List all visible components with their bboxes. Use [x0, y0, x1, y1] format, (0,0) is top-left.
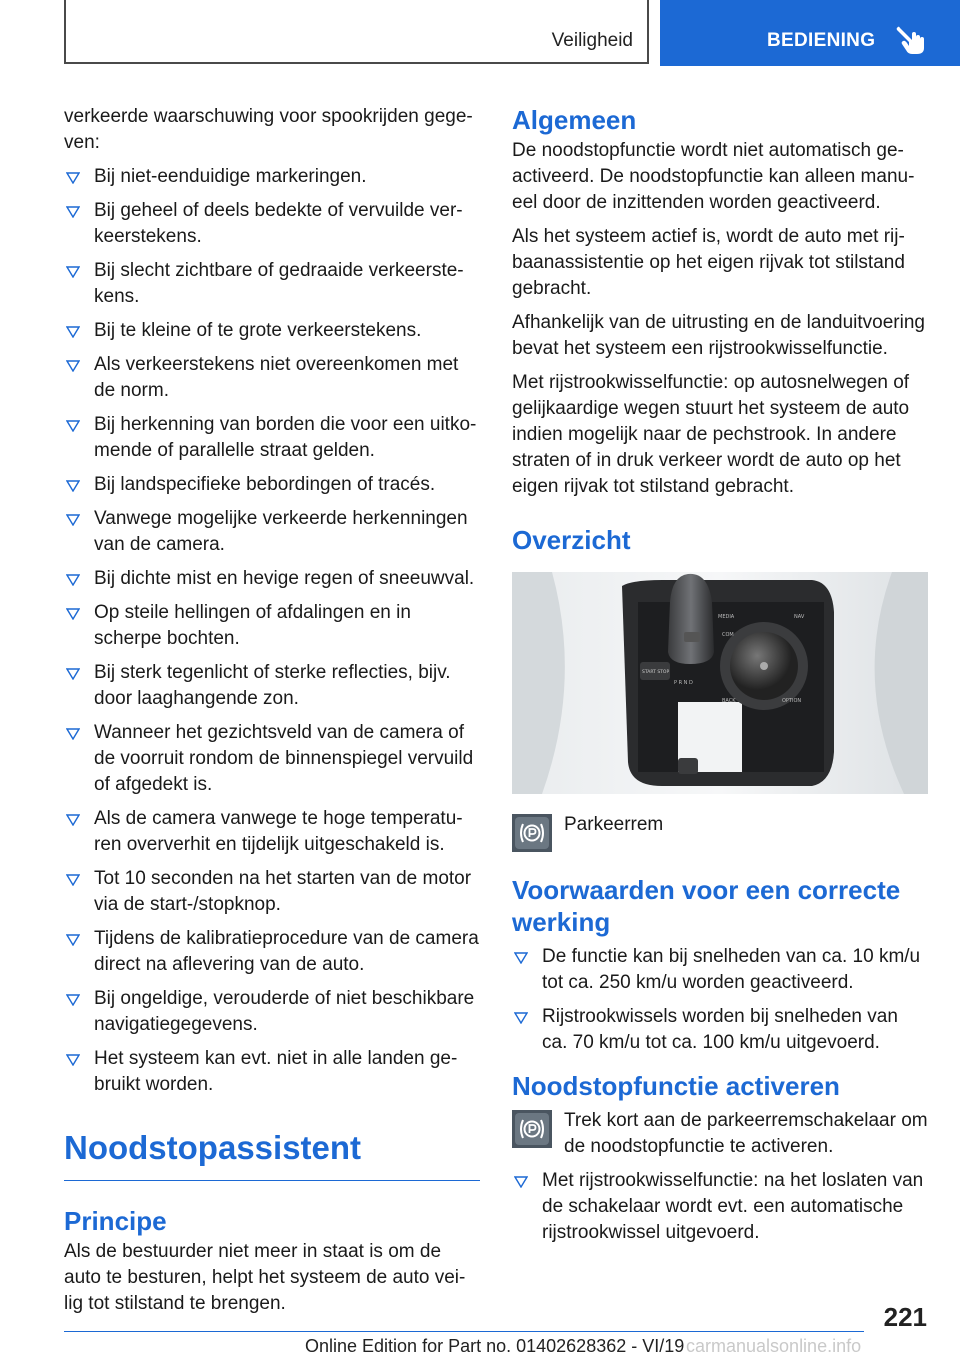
photo-label-media: MEDIA — [718, 614, 735, 620]
overzicht-heading: Overzicht — [512, 525, 631, 555]
list-item-text: Tijdens de kalibratieprocedure van de camera direct na aflevering van de auto. — [94, 928, 479, 975]
photo-label-gear: P R N D — [674, 680, 693, 686]
parkeerrem-legend — [512, 812, 928, 852]
photo-label-back: BACK — [722, 698, 736, 704]
list-item — [64, 720, 480, 798]
list-item — [64, 926, 480, 978]
photo-label-com: COM — [722, 632, 734, 638]
photo-label-option: OPTION — [782, 698, 802, 704]
left-column — [64, 104, 480, 1325]
list-item — [64, 806, 480, 858]
list-item — [64, 258, 480, 310]
list-item — [64, 198, 480, 250]
list-item — [64, 412, 480, 464]
list-item-text: Bij sterk tegenlicht of sterke reflecties, bijv. door laaghangende zon. — [94, 662, 451, 709]
intro-text: verkeerde waarschuwing voor spookrijden gege-ven: — [64, 106, 473, 153]
list-item — [512, 1004, 928, 1056]
footer-edition: Online Edition for Part no. 01402628362 - VI/19 — [305, 1336, 685, 1356]
bullet-triangle-icon — [66, 420, 80, 432]
list-item — [512, 944, 928, 996]
bullet-triangle-icon — [66, 266, 80, 278]
list-item-text: Bij niet-eenduidige markeringen. — [94, 166, 367, 187]
activeren-heading: Noodstopfunctie activeren — [512, 1071, 840, 1101]
parkeerrem-label: Parkeerrem — [564, 814, 664, 835]
list-item — [64, 1046, 480, 1098]
parking-brake-icon — [512, 1110, 552, 1148]
list-item-text: Tot 10 seconden na het starten van de motor via de start-/stopknop. — [94, 868, 472, 915]
bullet-triangle-icon — [66, 172, 80, 184]
header-section-title: Veiligheid — [551, 30, 633, 51]
bullet-triangle-icon — [66, 728, 80, 740]
algemeen-paragraph: Met rijstrookwisselfunctie: op autosnelwegen of gelijkaardige wegen stuurt het systeem de auto indien mogelijk naar de pechstrook. In andere straten of in druk verkeer wordt de auto op het eigen rijvak tot stilstand gebracht. — [512, 372, 910, 497]
activeren-list — [512, 1168, 928, 1246]
section-title-noodstopassistent: Noodstopassistent — [64, 1128, 480, 1181]
list-item-text: Bij landspecifieke bebordingen of tracés. — [94, 474, 436, 495]
list-item-text: Wanneer het gezichtsveld van de camera of de voorruit rondom de binnenspiegel vervuild of afgedekt is. — [94, 722, 474, 795]
list-item-text: Rijstrookwissels worden bij snelheden van ca. 70 km/u tot ca. 100 km/u uitgevoerd. — [542, 1006, 898, 1053]
parking-brake-icon — [512, 814, 552, 852]
bullet-triangle-icon — [66, 514, 80, 526]
bullet-triangle-icon — [66, 326, 80, 338]
list-item-text: De functie kan bij snelheden van ca. 10 km/u tot ca. 250 km/u worden geactiveerd. — [542, 946, 921, 993]
principe-text: Als de bestuurder niet meer in staat is om de auto te besturen, helpt het systeem de auto vei-lig tot stilstand te brengen. — [64, 1241, 466, 1314]
bullet-triangle-icon — [66, 574, 80, 586]
header-chapter-label: BEDIENING — [767, 30, 876, 51]
page-number: 221 — [883, 1302, 927, 1332]
voorwaarden-heading: Voorwaarden voor een correcte werking — [512, 875, 901, 937]
list-item-text: Bij ongeldige, verouderde of niet beschikbare navigatiegegevens. — [94, 988, 475, 1035]
list-item-text: Bij herkenning van borden die voor een uitko-mende of parallelle straat gelden. — [94, 414, 477, 461]
bullet-triangle-icon — [66, 608, 80, 620]
photo-label-start: START STOP — [642, 670, 670, 675]
list-item-text: Bij geheel of deels bedekte of vervuilde ver-keerstekens. — [94, 200, 463, 247]
voorwaarden-list — [512, 944, 928, 1056]
list-item-text: Bij te kleine of te grote verkeerstekens. — [94, 320, 422, 341]
list-item-text: Op steile hellingen of afdalingen en in scherpe bochten. — [94, 602, 411, 649]
bullet-triangle-icon — [66, 814, 80, 826]
footer-watermark: carmanualsonline.info — [686, 1336, 862, 1356]
limitations-list — [64, 164, 480, 1098]
algemeen-paragraph: Als het systeem actief is, wordt de auto met rij-baanassistentie op het eigen rijvak tot stilstand gebracht. — [512, 226, 905, 299]
principe-heading: Principe — [64, 1206, 167, 1236]
algemeen-paragraph: Afhankelijk van de uitrusting en de landuitvoering bevat het systeem een rijstrookwisselfunctie. — [512, 312, 925, 359]
photo-label-nav: NAV — [794, 614, 805, 620]
activeren-text: Trek kort aan de parkeerremschakelaar om de noodstopfunctie te activeren. — [564, 1110, 928, 1157]
list-item — [64, 866, 480, 918]
list-item-text: Bij slecht zichtbare of gedraaide verkeerste-kens. — [94, 260, 464, 307]
bullet-triangle-icon — [66, 360, 80, 372]
list-item — [64, 566, 480, 592]
right-column — [512, 104, 928, 1254]
algemeen-text — [512, 138, 928, 500]
activeren-instruction — [512, 1108, 928, 1160]
footer-divider — [64, 1331, 864, 1332]
bullet-triangle-icon — [66, 934, 80, 946]
list-item-text: Als de camera vanwege te hoge temperatu-ren oververhit en tijdelijk uitgeschakeld is. — [94, 808, 463, 855]
bullet-triangle-icon — [66, 1054, 80, 1066]
list-item-text: Met rijstrookwisselfunctie: na het loslaten van de schakelaar wordt evt. een automatische rijstrookwissel uitgevoerd. — [542, 1170, 924, 1243]
header-chapter-tab — [660, 0, 960, 66]
bullet-triangle-icon — [514, 952, 528, 964]
list-item-text: Vanwege mogelijke verkeerde herkenningen van de camera. — [94, 508, 468, 555]
list-item — [64, 986, 480, 1038]
bullet-triangle-icon — [66, 206, 80, 218]
list-item — [64, 472, 480, 498]
bullet-triangle-icon — [514, 1176, 528, 1188]
list-item-text: Bij dichte mist en hevige regen of sneeuwval. — [94, 568, 475, 589]
list-item — [64, 660, 480, 712]
list-item — [64, 352, 480, 404]
bullet-triangle-icon — [66, 668, 80, 680]
algemeen-paragraph: De noodstopfunctie wordt niet automatisch ge-activeerd. De noodstopfunctie kan alleen manu-eel door de inzittenden worden geactiveerd. — [512, 140, 915, 213]
pointing-hand-icon — [896, 24, 926, 56]
bullet-triangle-icon — [66, 480, 80, 492]
center-console-photo — [512, 572, 928, 794]
bullet-triangle-icon — [514, 1012, 528, 1024]
list-item-text: Het systeem kan evt. niet in alle landen ge-bruikt worden. — [94, 1048, 458, 1095]
list-item — [64, 600, 480, 652]
algemeen-heading: Algemeen — [512, 105, 637, 135]
list-item — [64, 164, 480, 190]
list-item — [512, 1168, 928, 1246]
bullet-triangle-icon — [66, 874, 80, 886]
list-item — [64, 506, 480, 558]
header-section-box — [64, 0, 649, 64]
list-item-text: Als verkeerstekens niet overeenkomen met de norm. — [94, 354, 459, 401]
bullet-triangle-icon — [66, 994, 80, 1006]
list-item — [64, 318, 480, 344]
